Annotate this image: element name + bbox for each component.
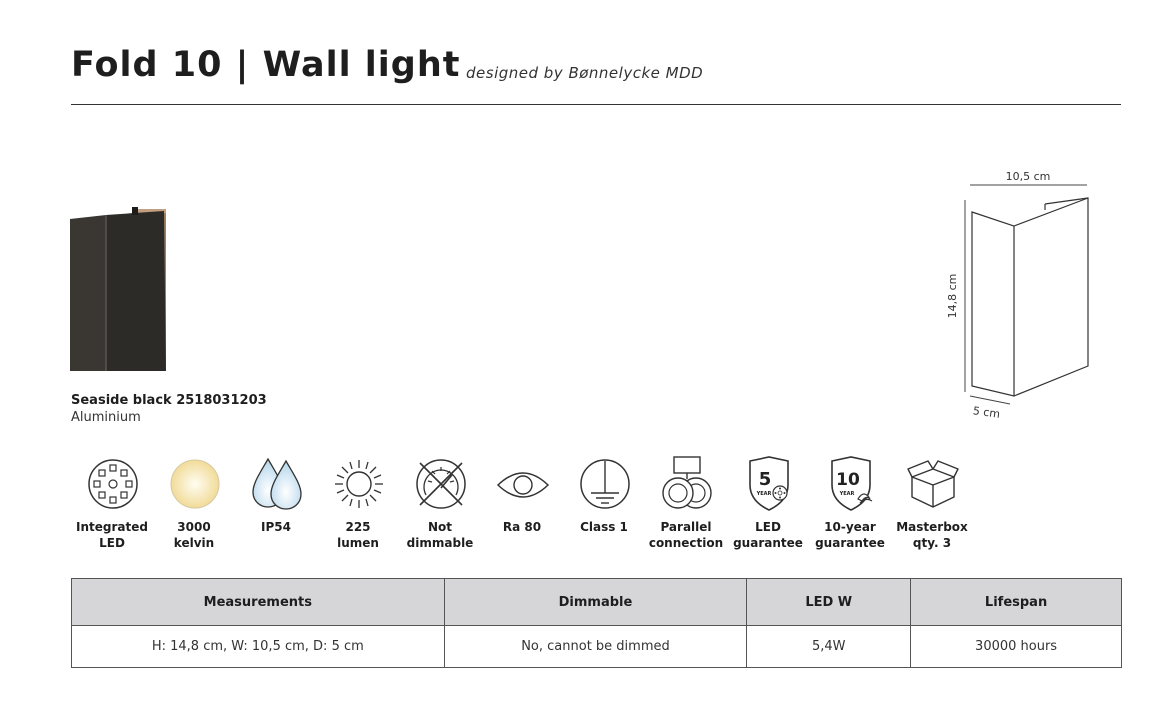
page-title: Fold 10 | Wall light	[71, 45, 461, 85]
water-drops-icon	[250, 455, 304, 513]
feature-label: IP54	[261, 520, 291, 534]
dimmable-value: No, cannot be dimmed	[444, 626, 747, 668]
measurements-value: H: 14,8 cm, W: 10,5 cm, D: 5 cm	[72, 626, 445, 668]
feature-label: LED guarantee	[733, 520, 803, 550]
feature-label: Not dimmable	[406, 520, 474, 550]
page-header	[71, 40, 1121, 105]
feature-integrated-led	[71, 455, 153, 555]
svg-text:5: 5	[758, 469, 772, 490]
feature-masterbox	[891, 455, 973, 555]
product-photo	[66, 205, 170, 373]
feature-label: Parallel connection	[648, 520, 724, 550]
feature-ip54	[235, 455, 317, 555]
feature-label: Ra 80	[502, 520, 542, 534]
masterbox-icon	[906, 455, 960, 513]
feature-label: 10-year guarantee	[815, 520, 885, 550]
specs-value-row	[72, 626, 1122, 668]
lifespan-header: Lifespan	[911, 579, 1122, 626]
sun-icon	[332, 455, 386, 513]
specs-table	[71, 578, 1122, 668]
led-w-value: 5,4W	[747, 626, 911, 668]
feature-icons	[71, 455, 971, 555]
not-dimmable-icon	[414, 455, 468, 513]
integrated-led-icon	[86, 455, 140, 513]
depth-dimension-label: 5 cm	[972, 404, 1001, 421]
feature-10-year-guarantee	[809, 455, 891, 555]
feature-label: Class 1	[580, 520, 628, 534]
parallel-connection-icon	[660, 455, 714, 513]
dimension-drawing	[940, 166, 1100, 426]
feature-225-lumen	[317, 455, 399, 555]
specs-header-row	[72, 579, 1122, 626]
svg-text:YEAR: YEAR	[839, 491, 855, 497]
class-1-icon	[578, 455, 632, 513]
feature-label: Integrated LED	[76, 520, 148, 550]
measurements-header: Measurements	[72, 579, 445, 626]
feature-parallel-connection	[645, 455, 727, 555]
height-dimension-label: 14,8 cm	[946, 273, 959, 319]
width-dimension-label: 10,5 cm	[1005, 170, 1051, 183]
lifespan-value: 30000 hours	[911, 626, 1122, 668]
svg-text:YEAR: YEAR	[756, 491, 772, 497]
product-material: Aluminium	[71, 410, 141, 425]
feature-label: 225 lumen	[337, 520, 379, 550]
feature-led-guarantee	[727, 455, 809, 555]
feature-3000-kelvin	[153, 455, 235, 555]
feature-label: Masterbox qty. 3	[896, 520, 968, 550]
warm-white-icon	[168, 455, 222, 513]
designer-credit: designed by Bønnelycke MDD	[466, 64, 704, 82]
eye-icon	[496, 455, 550, 513]
led-guarantee-icon	[742, 455, 796, 513]
dimmable-header: Dimmable	[444, 579, 747, 626]
feature-class-1	[563, 455, 645, 555]
led-w-header: LED W	[747, 579, 911, 626]
year-guarantee-icon	[824, 455, 878, 513]
svg-text:10: 10	[836, 470, 860, 490]
feature-not-dimmable	[399, 455, 481, 555]
feature-ra-80	[481, 455, 563, 555]
product-variant: Seaside black 2518031203	[71, 393, 267, 408]
feature-label: 3000 kelvin	[173, 520, 215, 550]
